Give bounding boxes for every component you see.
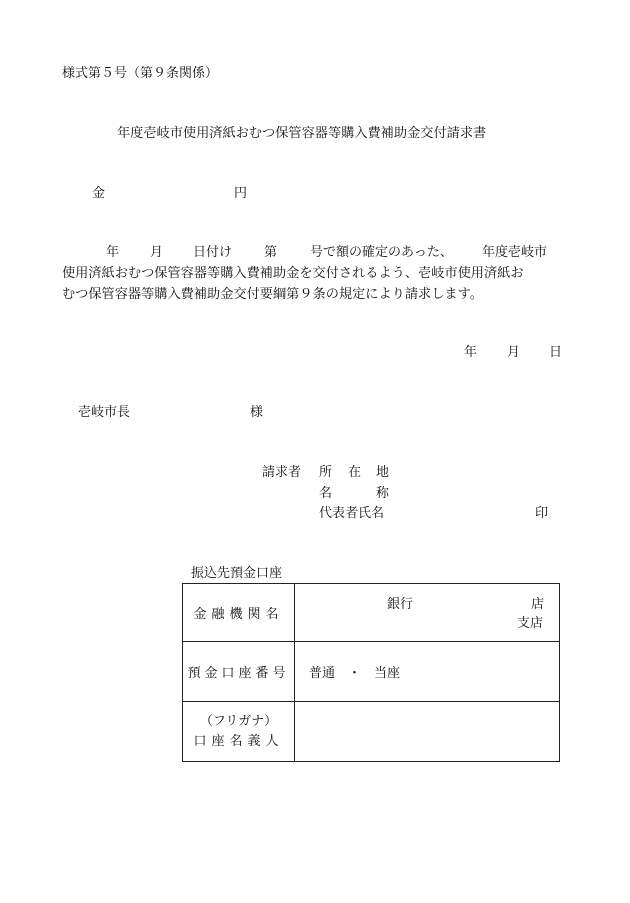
body-go-text: 号で額の確定のあった、 (310, 245, 453, 260)
representative-label: 代表者氏名 (319, 506, 385, 521)
address-label-1: 所 (319, 465, 333, 480)
body-line-2: 使用済紙おむつ保管容器等購入費補助金を交付されるよう、壱岐市使用済紙お (62, 266, 524, 281)
amount-prefix: 金 (92, 186, 106, 201)
institution-value-cell[interactable] (295, 584, 560, 642)
bank-suffix: 銀行 (387, 597, 414, 612)
date-day: 日 (549, 345, 563, 360)
account-number-label-cell (183, 642, 295, 702)
account-number-value-cell[interactable] (295, 642, 560, 702)
date-month: 月 (507, 345, 521, 360)
claimant-label: 請求者 (262, 465, 302, 480)
name-label-2: 称 (376, 486, 390, 501)
body-dai: 第 (264, 245, 278, 260)
holder-label: 口座名義人 (193, 733, 284, 749)
address-label-3: 地 (376, 465, 390, 480)
table-row (183, 584, 560, 642)
branch-suffix-branch: 支店 (517, 616, 544, 631)
bank-section-heading: 振込先預金口座 (191, 566, 283, 581)
addressee-honorific: 様 (250, 405, 264, 420)
body-line-3: むつ保管容器等購入費補助金交付要綱第９条の規定により請求します。 (62, 287, 483, 302)
addressee-name: 壱岐市長 (78, 405, 131, 420)
body-year: 年 (106, 245, 120, 260)
account-type: 普通 ・ 当座 (309, 666, 401, 681)
branch-suffix-store: 店 (531, 597, 545, 612)
table-row (183, 702, 560, 762)
body-month: 月 (150, 245, 164, 260)
date-year: 年 (464, 345, 478, 360)
form-number: 様式第５号（第９条関係） (62, 66, 219, 81)
account-number-label: 預金口座番号 (187, 666, 290, 681)
seal-mark: 印 (535, 506, 549, 521)
institution-label: 金融機関名 (193, 607, 284, 622)
institution-label-cell (183, 584, 295, 642)
amount-unit: 円 (234, 186, 248, 201)
holder-label-cell (183, 702, 295, 762)
address-label-2: 在 (348, 465, 362, 480)
furigana-label: （フリガナ） (199, 713, 278, 729)
table-row (183, 642, 560, 702)
bank-account-table (182, 583, 560, 762)
holder-value-cell[interactable] (295, 702, 560, 762)
name-label-1: 名 (319, 486, 333, 501)
body-day-dated: 日付け (193, 245, 233, 260)
body-fiscal-year: 年度壱岐市 (482, 245, 548, 260)
document-title: 年度壱岐市使用済紙おむつ保管容器等購入費補助金交付請求書 (117, 126, 487, 141)
